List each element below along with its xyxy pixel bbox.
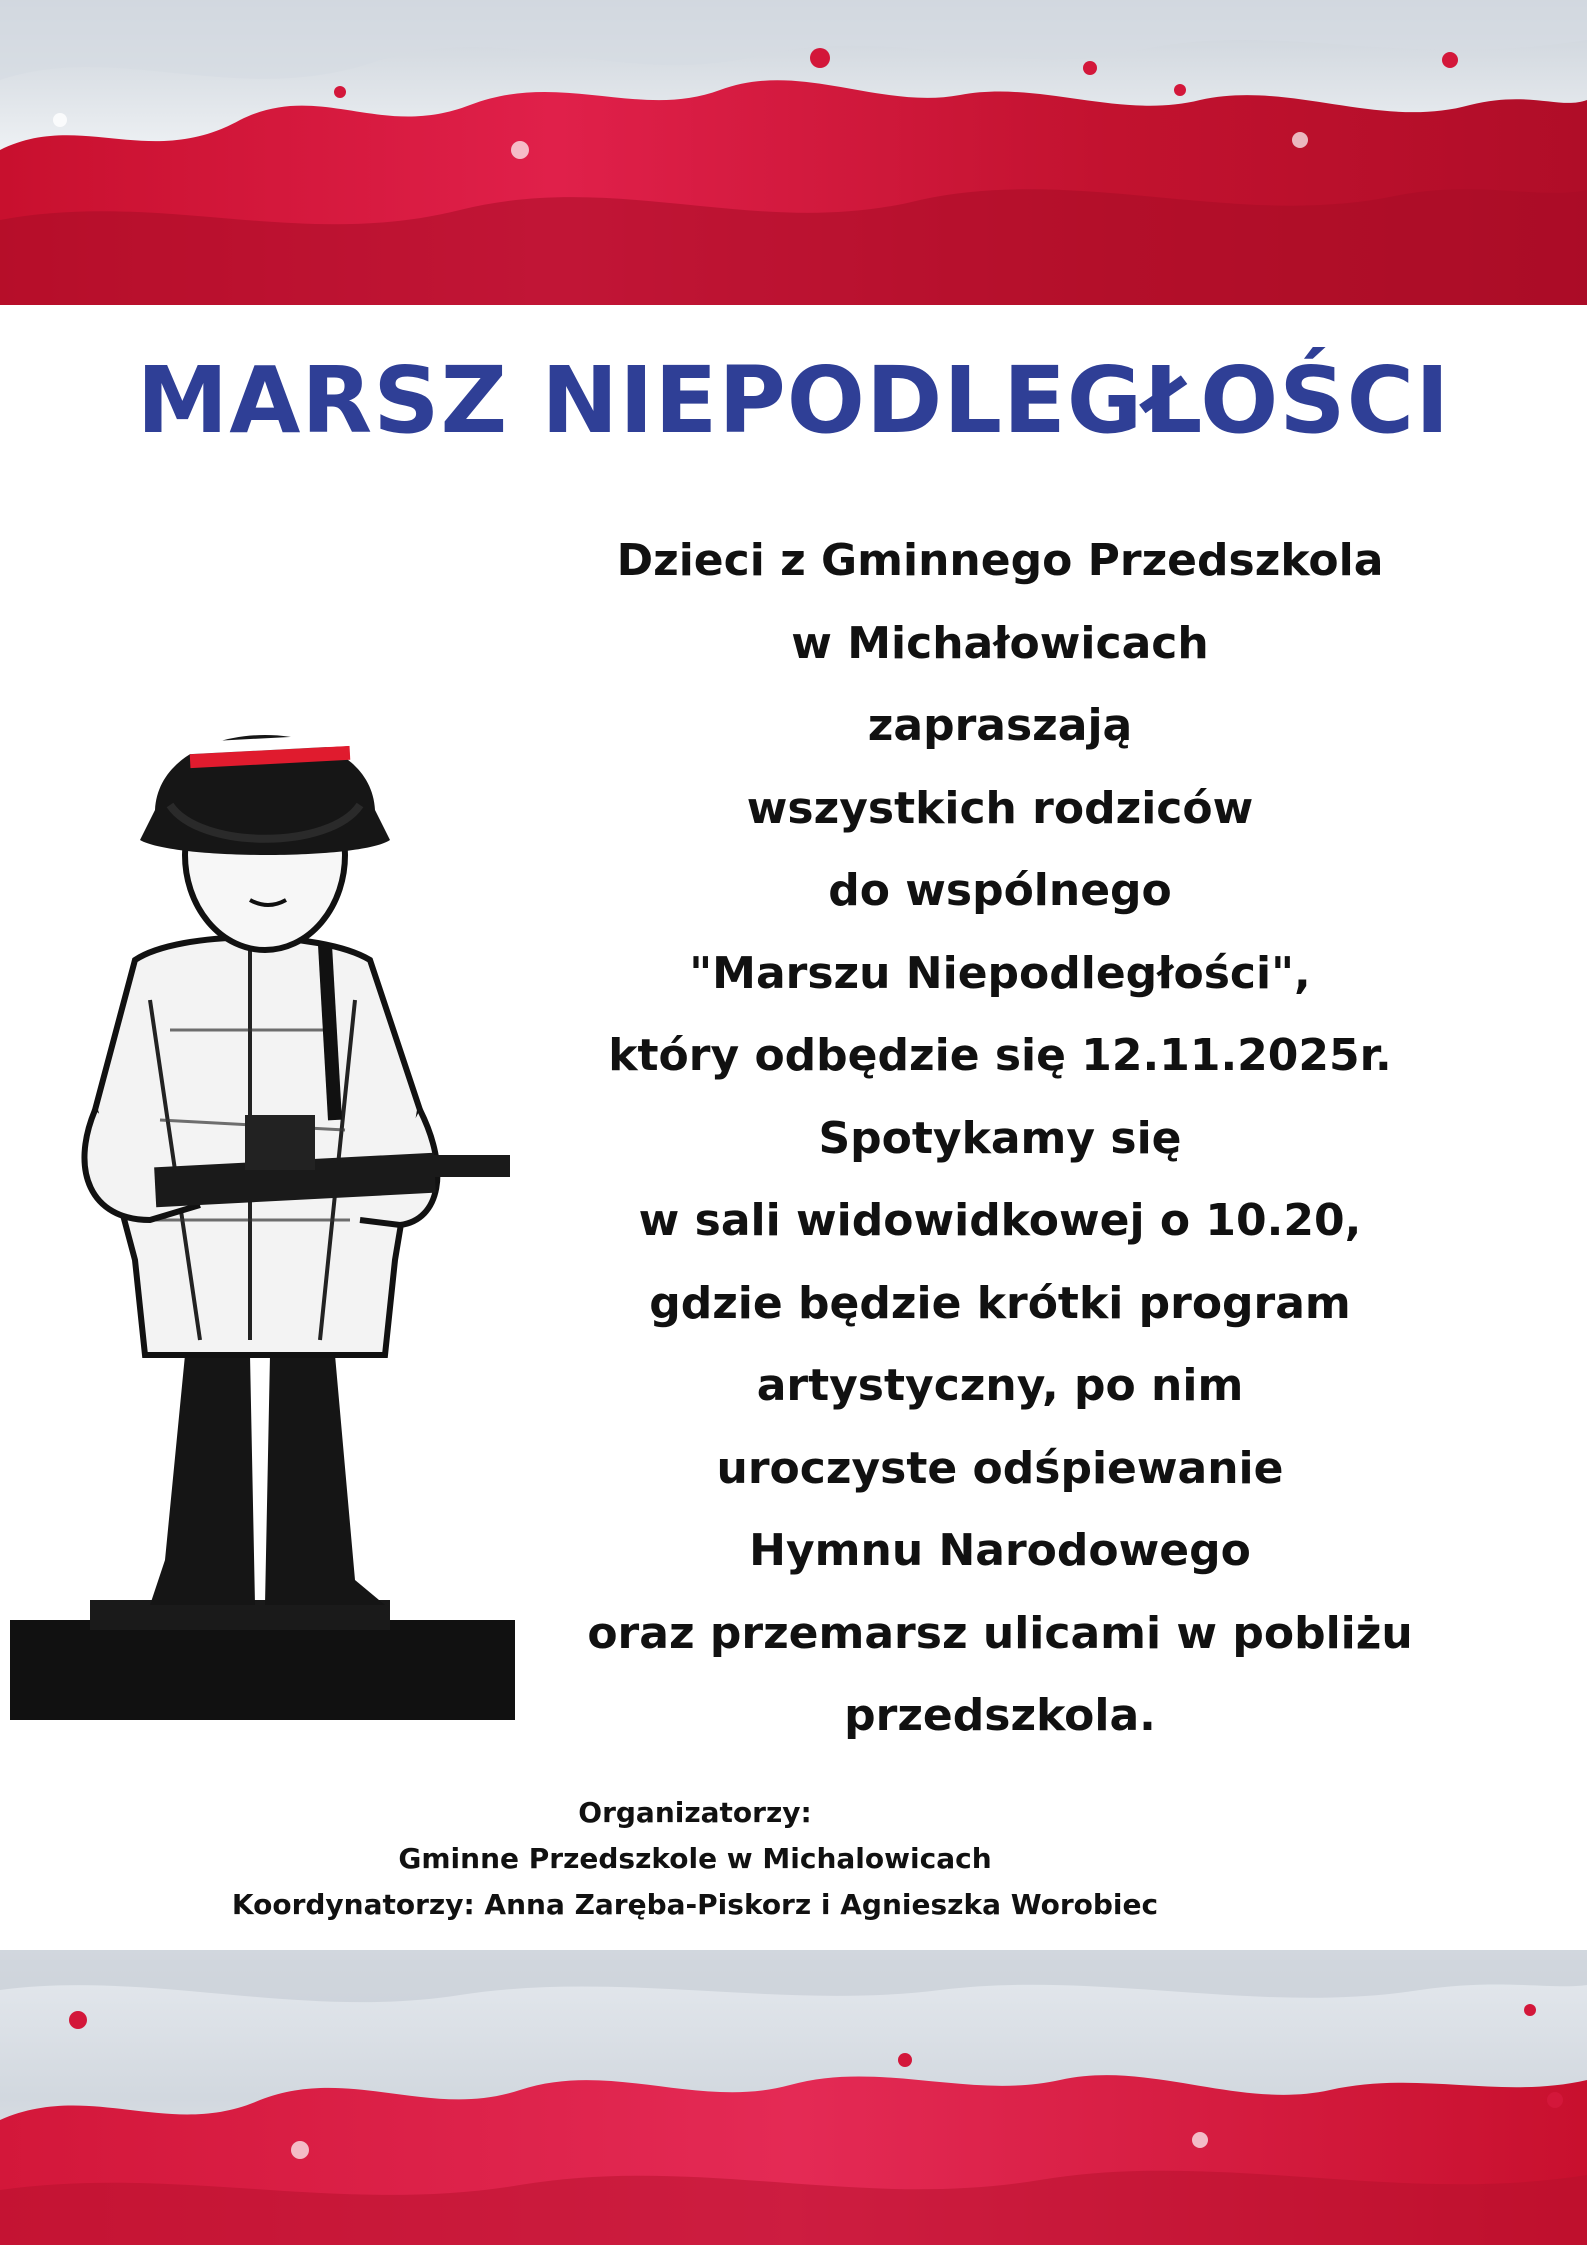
message-line: wszystkich rodziców	[746, 782, 1254, 834]
message-line: Hymnu Narodowego	[749, 1525, 1251, 1576]
message-line: do wspólnego	[828, 865, 1172, 916]
message-line: zapraszają	[867, 700, 1133, 751]
message-line: gdzie będzie krótki program	[649, 1277, 1351, 1329]
message-line: "Marszu Niepodległości",	[689, 947, 1311, 999]
message-line: oraz przemarsz ulicami w pobliżu	[587, 1607, 1413, 1659]
message-line: uroczyste odśpiewanie	[716, 1442, 1284, 1494]
message-line: który odbędzie się 12.11.2025r.	[608, 1030, 1392, 1081]
flag-watercolor-bottom	[0, 1950, 1587, 2245]
message-line: Dzieci z Gminnego Przedszkola	[616, 535, 1384, 586]
message-line: przedszkola.	[844, 1690, 1156, 1741]
flag-watercolor-top	[0, 0, 1587, 305]
message-line: Spotykamy się	[818, 1112, 1182, 1164]
poster-title: MARSZ NIEPODLEGŁOŚCI	[136, 347, 1451, 454]
invitation-text	[560, 520, 1440, 1758]
message-line: w Michałowicach	[791, 617, 1209, 669]
organizers-heading: Organizatorzy:	[578, 1796, 812, 1829]
insurgent-figure-illustration	[0, 700, 530, 1720]
organizers-block	[200, 1790, 1190, 1928]
message-line: w sali widowidkowej o 10.20,	[638, 1195, 1362, 1246]
organizers-coordinators: Koordynatorzy: Anna Zaręba-Piskorz i Agnieszka Worobiec	[231, 1888, 1159, 1921]
flag-banner-bottom	[0, 1950, 1587, 2245]
message-line: artystyczny, po nim	[756, 1360, 1244, 1411]
flag-banner-top	[0, 0, 1587, 305]
organizers-organization: Gminne Przedszkole w Michalowicach	[398, 1842, 992, 1875]
pedestal	[10, 1620, 515, 1720]
